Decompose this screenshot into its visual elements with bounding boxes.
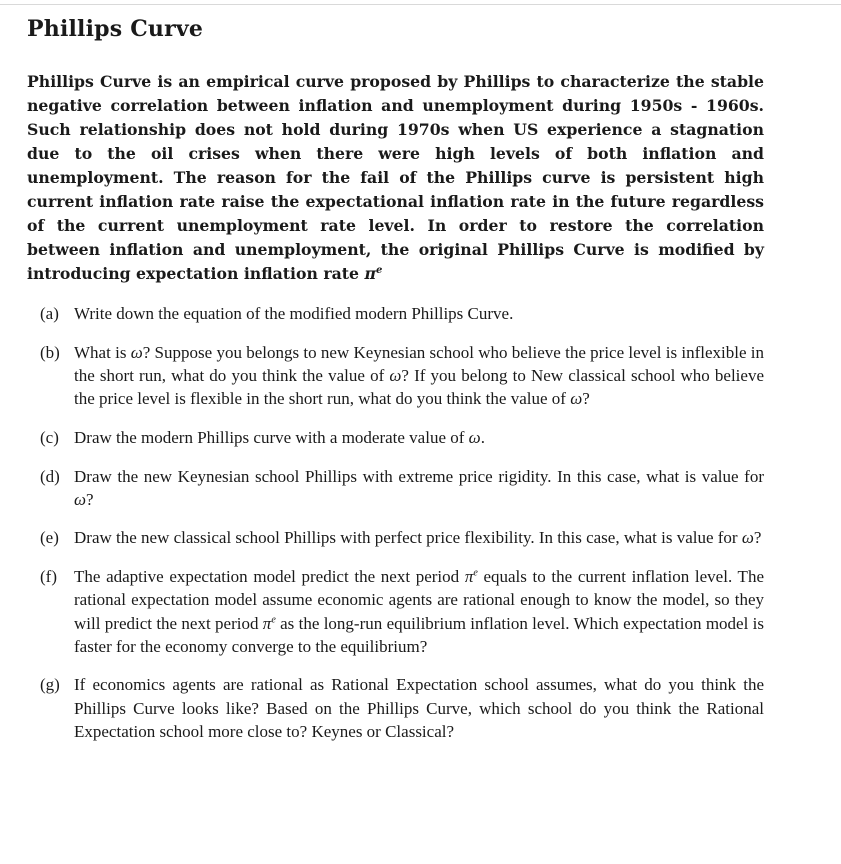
- question-text: [74, 428, 485, 447]
- question-b: [27, 341, 764, 411]
- question-d: [27, 465, 764, 511]
- text-segment: ?: [582, 389, 590, 409]
- text-segment: ?: [753, 528, 762, 548]
- pi-superscript: e: [375, 264, 383, 276]
- page-title: Phillips Curve: [27, 16, 204, 42]
- document-page: [27, 14, 764, 759]
- question-text: [74, 567, 764, 656]
- question-text: [74, 675, 764, 740]
- question-marker: (g): [40, 675, 60, 695]
- question-marker: (c): [40, 427, 59, 447]
- question-text: [74, 343, 764, 408]
- text-segment: as the long-run equilibrium inflation level. Which expectation model is faster for the economy converge to the equilibrium?: [74, 613, 764, 656]
- question-text: [74, 467, 764, 509]
- omega-symbol: ω: [389, 365, 402, 385]
- text-segment: Draw the new classical school Phillips with perfect price flexibility. In this case, what is value for: [74, 528, 742, 548]
- omega-symbol: ω: [130, 342, 143, 362]
- text-segment: ? If you belong to New classical school who believe the price level is flexible in the short run, what do you think the value of: [74, 365, 764, 409]
- text-segment: ?: [86, 489, 94, 509]
- omega-symbol: ω: [741, 528, 754, 548]
- pi-symbol: π: [464, 567, 474, 587]
- text-segment: Draw the new Keynesian school Phillips with extreme price rigidity. In this case, what is value for: [74, 466, 764, 486]
- pi-symbol: π: [364, 264, 376, 283]
- text-segment: The adaptive expectation model predict the next period: [74, 567, 465, 587]
- text-segment: .: [480, 427, 485, 447]
- question-c: [27, 426, 764, 449]
- question-text: [74, 528, 761, 547]
- intro-paragraph: [27, 70, 764, 286]
- text-segment: If economics agents are rational as Rational Expectation school assumes, what do you think the Phillips Curve looks like? Based on the Phillips Curve, which school do you think the Rational Expectation school more close to? Keynes or Classical?: [74, 675, 764, 741]
- omega-symbol: ω: [570, 389, 583, 409]
- omega-symbol: ω: [74, 489, 87, 509]
- question-marker: (b): [40, 342, 60, 362]
- question-f: [27, 565, 764, 658]
- text-segment: ? Suppose you belongs to new Keynesian school who believe the price level is inflexible in the short run, what do you think the value of: [74, 342, 764, 385]
- text-segment: What is: [74, 342, 131, 362]
- pi-superscript: e: [271, 613, 276, 625]
- text-segment: equals to the current inflation level. The rational expectation model assume economic agents are rational enough to know the model, so they will predict the next period: [74, 567, 764, 633]
- pi-symbol: π: [262, 613, 272, 633]
- question-marker: (d): [40, 466, 60, 486]
- text-segment: Write down the equation of the modified modern Phillips Curve.: [74, 304, 514, 323]
- question-marker: (f): [40, 567, 57, 587]
- question-g: [27, 673, 764, 743]
- text-segment: Draw the modern Phillips curve with a moderate value of: [74, 427, 469, 447]
- question-a: [27, 302, 764, 325]
- question-marker: (a): [40, 304, 59, 323]
- omega-symbol: ω: [468, 427, 481, 447]
- question-marker: (e): [40, 528, 59, 548]
- question-text: [74, 304, 513, 323]
- intro-text: Phillips Curve is an empirical curve proposed by Phillips to characterize the stable negative correlation between inflation and unemployment during 1950s - 1960s. Such relationship does not hold during 1970s when US experience a stagnation due to the oil crises when there were high levels of both inflation and unemployment. The reason for the fail of the Phillips curve is persistent high current inflation rate raise the expectational inflation rate in the future regardless of the current unemployment rate level. In order to restore the correlation between inflation and unemployment, the original Phillips Curve is modified by introducing expectation inflation rate: [27, 72, 764, 283]
- question-e: [27, 526, 764, 549]
- question-list: [27, 302, 764, 743]
- pi-superscript: e: [473, 567, 478, 579]
- top-divider: [0, 4, 841, 5]
